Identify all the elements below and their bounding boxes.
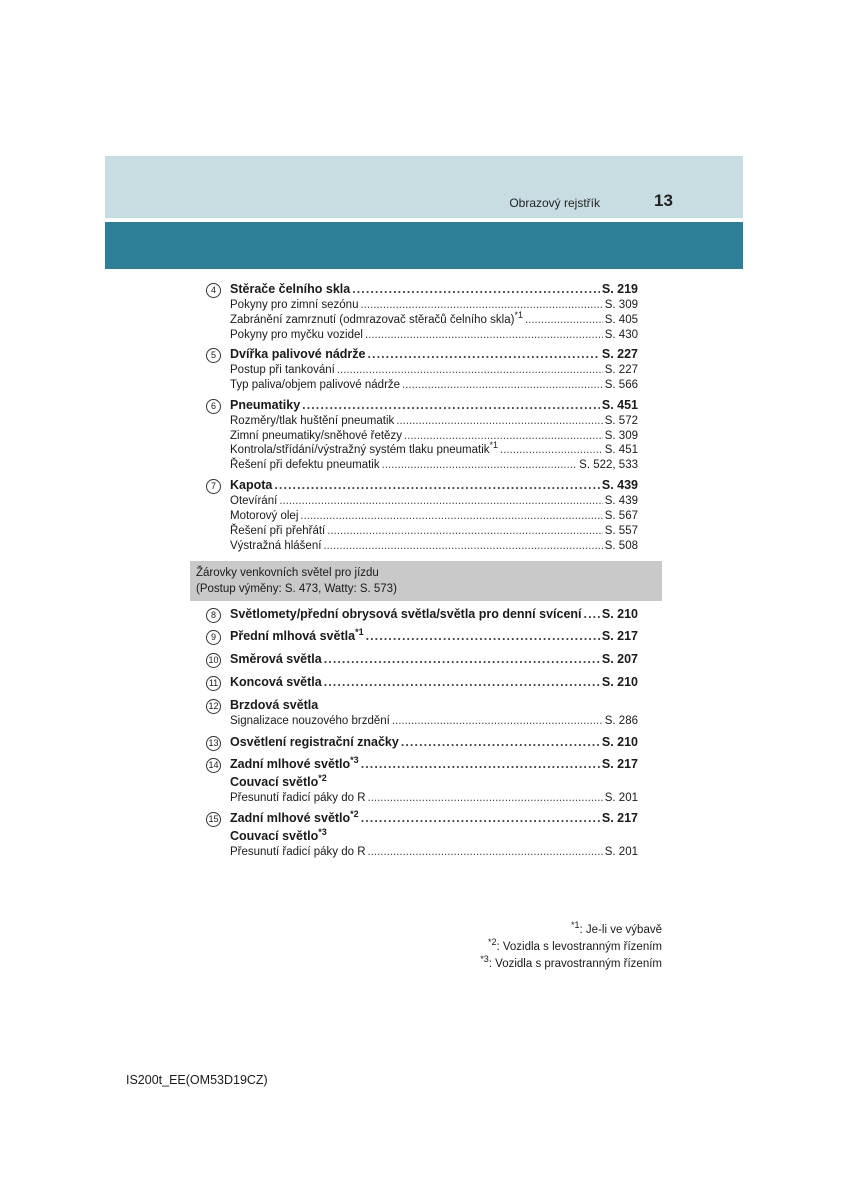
index-subentry: Signalizace nouzového brzdění . . . S. 286	[230, 715, 638, 727]
item-number-5: 5	[206, 348, 221, 363]
index-subentry: Řešení při defektu pneumatik . . . S. 522, 533	[230, 459, 638, 471]
index-entry: Osvětlení registrační značky . . . S. 210	[230, 735, 638, 749]
item-number-15: 15	[206, 812, 221, 827]
index-subentry: Zabránění zamrznutí (odmrazovač stěračů čelního skla)$^{*1}$ . . . S. 405	[230, 314, 638, 326]
item-number-4: 4	[206, 283, 221, 298]
index-entry: Couvací světlo$^{*3}$	[230, 826, 327, 843]
item-number-10: 10	[206, 653, 221, 668]
footnote: $^{*2}$: Vozidla s levostranným řízením	[487, 937, 662, 953]
item-number-8: 8	[206, 608, 221, 623]
index-entry: Koncová světla . . . S. 210	[230, 675, 638, 689]
index-subentry: Řešení při přehřátí . . . S. 557	[230, 525, 638, 537]
index-subentry: Pokyny pro myčku vozidel . . . S. 430	[230, 329, 638, 341]
header-band	[105, 156, 743, 218]
index-entry: Kapota . . . S. 439	[230, 478, 638, 492]
document-code: IS200t_EE(OM53D19CZ)	[126, 1073, 268, 1087]
index-subentry: Motorový olej . . . S. 567	[230, 510, 638, 522]
item-number-11: 11	[206, 676, 221, 691]
index-entry: Směrová světla . . . S. 207	[230, 652, 638, 666]
index-subentry: Výstražná hlášení . . . S. 508	[230, 540, 638, 552]
index-subentry: Pokyny pro zimní sezónu . . . S. 309	[230, 299, 638, 311]
index-entry: Brzdová světla	[230, 698, 319, 712]
item-number-6: 6	[206, 399, 221, 414]
index-entry: Dvířka palivové nádrže . . . S. 227	[230, 347, 638, 361]
section-box-subtitle: (Postup výměny: S. 473, Watty: S. 573)	[196, 583, 397, 595]
header-title: Obrazový rejstřík	[509, 196, 600, 210]
footnote: $^{*1}$: Je-li ve výbavě	[571, 920, 662, 936]
item-number-14: 14	[206, 758, 221, 773]
footnote: $^{*3}$: Vozidla s pravostranným řízením	[480, 954, 662, 970]
index-entry: Couvací světlo$^{*2}$	[230, 772, 327, 789]
item-number-9: 9	[206, 630, 221, 645]
index-subentry: Zimní pneumatiky/sněhové řetězy . . . S. 309	[230, 430, 638, 442]
index-subentry: Otevírání . . . S. 439	[230, 495, 638, 507]
section-box-title: Žárovky venkovních světel pro jízdu	[196, 567, 379, 579]
index-subentry: Přesunutí řadicí páky do R . . . S. 201	[230, 792, 638, 804]
index-subentry: Typ paliva/objem palivové nádrže . . . S. 566	[230, 379, 638, 391]
header-accent-band	[105, 222, 743, 269]
index-entry: Zadní mlhové světlo$^{*2}$ . . . S. 217	[230, 811, 638, 825]
index-entry: Světlomety/přední obrysová světla/světla pro denní svícení . . . S. 210	[230, 607, 638, 621]
item-number-12: 12	[206, 699, 221, 714]
page-number: 13	[654, 191, 673, 210]
index-entry: Zadní mlhové světlo$^{*3}$ . . . S. 217	[230, 757, 638, 771]
index-entry: Stěrače čelního skla . . . S. 219	[230, 282, 638, 296]
index-subentry: Kontrola/střídání/výstražný systém tlaku pneumatik$^{*1}$ . . . S. 451	[230, 444, 638, 456]
index-entry: Přední mlhová světla$^{*1}$ . . . S. 217	[230, 629, 638, 643]
item-number-7: 7	[206, 479, 221, 494]
section-box	[190, 561, 662, 601]
item-number-13: 13	[206, 736, 221, 751]
index-subentry: Rozměry/tlak huštění pneumatik . . . S. 572	[230, 415, 638, 427]
index-subentry: Postup při tankování . . . S. 227	[230, 364, 638, 376]
index-subentry: Přesunutí řadicí páky do R . . . S. 201	[230, 846, 638, 858]
index-entry: Pneumatiky . . . S. 451	[230, 398, 638, 412]
